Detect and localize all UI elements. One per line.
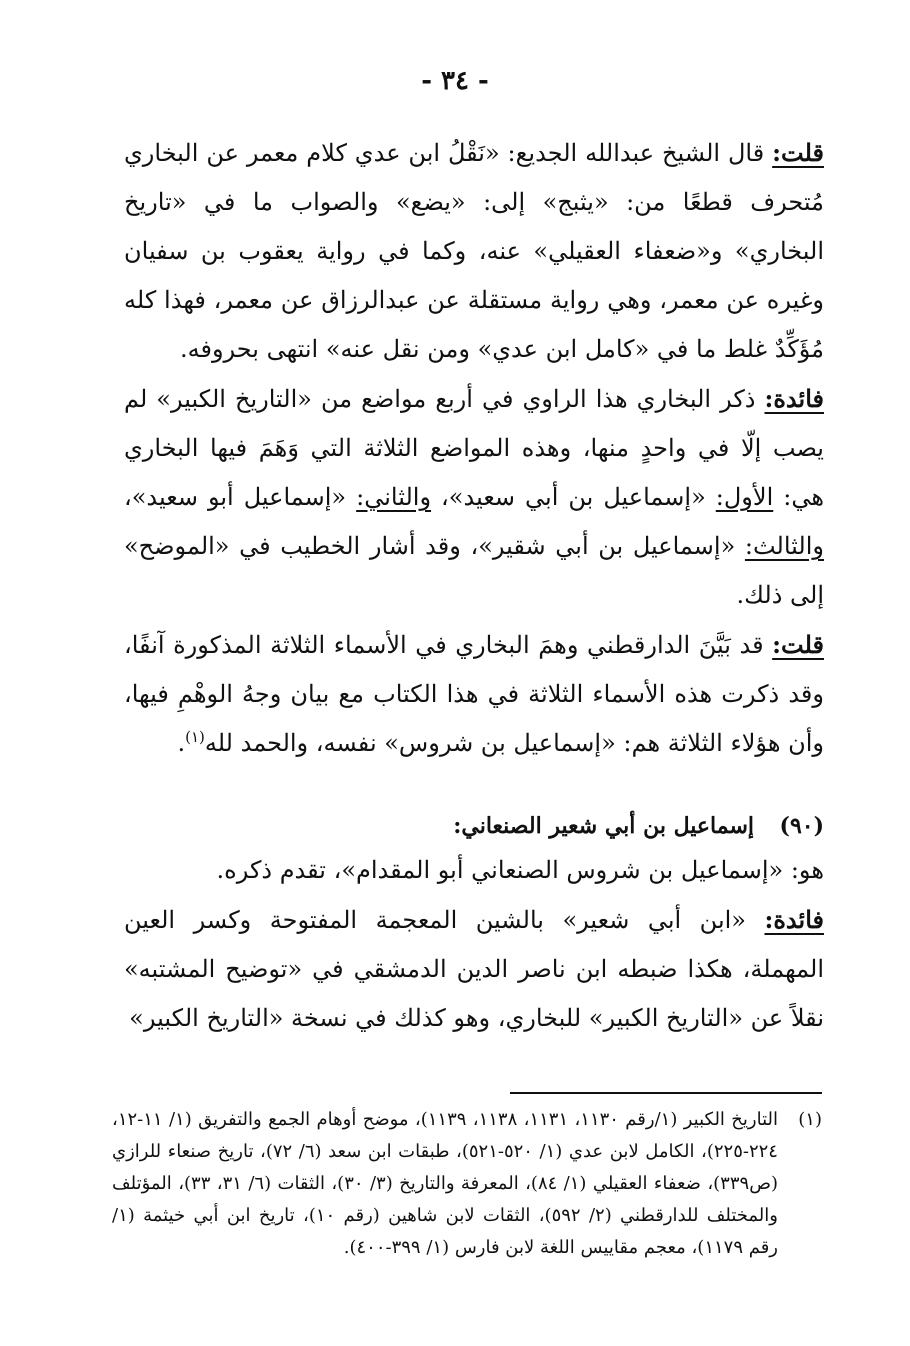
footnote-ref[interactable]: (١) bbox=[185, 728, 205, 746]
first-label: الأول: bbox=[715, 483, 774, 511]
entry-benefit bbox=[124, 895, 824, 1043]
paragraph-note-2 bbox=[124, 620, 824, 768]
lead-label: فائدة: bbox=[764, 905, 824, 934]
footnote-divider bbox=[510, 1092, 822, 1094]
entry-90 bbox=[124, 806, 824, 1043]
paragraph-text: «إسماعيل بن أبي شقير»، وقد أشار الخطيب في «الموضح» إلى ذلك. bbox=[124, 532, 824, 609]
paragraph-text: «إسماعيل أبو سعيد»، bbox=[124, 483, 357, 511]
footnote-number: (١) bbox=[798, 1109, 822, 1130]
lead-label: قلت: bbox=[772, 138, 824, 167]
entry-benefit-text: «ابن أبي شعير» بالشين المعجمة المفتوحة وكسر العين المهملة، هكذا ضبطه ابن ناصر الدين الدمشقي في «توضيح المشتبه» نقلاً عن «التاريخ الكبير» للبخاري، وهو كذلك في نسخة «التاريخ الكبير» bbox=[124, 906, 824, 1032]
paragraph-text: قد بَيَّنَ الدارقطني وهمَ البخاري في الأسماء الثلاثة المذكورة آنفًا، وقد ذكرت هذه الأسماء الثلاثة في هذا الكتاب مع بيان وجهُ الوهْمِ فيها، وأن هؤلاء الثلاثة هم: «إسماعيل بن شروس» نفسه، والحمد لله bbox=[124, 631, 824, 757]
main-text bbox=[124, 128, 824, 768]
entry-heading bbox=[124, 806, 824, 846]
entry-number: (٩٠) bbox=[779, 812, 824, 839]
entry-title: إسماعيل بن أبي شعير الصنعاني: bbox=[453, 812, 754, 839]
paragraph-benefit bbox=[124, 374, 824, 620]
footnote bbox=[112, 1104, 822, 1264]
page-number: - ٣٤ - bbox=[421, 66, 489, 96]
third-label: والثالث: bbox=[744, 532, 824, 560]
paragraph-text: ذكر البخاري هذا الراوي في أربع مواضع من «التاريخ الكبير» لم يصب إلّا في واحدٍ منها، وهذه المواضع الثلاثة التي وَهَمَ فيها البخاري هي: bbox=[124, 385, 824, 511]
second-label: والثاني: bbox=[356, 483, 432, 511]
paragraph-note-1 bbox=[124, 128, 824, 374]
paragraph-end: . bbox=[177, 729, 186, 757]
lead-label: فائدة: bbox=[764, 384, 824, 413]
footnote-text: التاريخ الكبير (١/رقم ١١٣٠، ١١٣١، ١١٣٨، ١١٣٩)، موضح أوهام الجمع والتفريق (١/ ١١-١٢، ٢٢٤-٢٢٥)، الكامل لابن عدي (١/ ٥٢٠-٥٢١)، طبقات ابن سعد (٦/ ٧٢)، تاريخ صنعاء للرازي (ص٣٣٩)، ضعفاء العقيلي (١/ ٨٤)، المعرفة والتاريخ (٣/ ٣٠)، الثقات (٦/ ٣١، ٣٣)، المؤتلف والمختلف للدارقطني (٢/ ٥٩٢)، الثقات لابن شاهين (رقم ١٠)، تاريخ ابن أبي خيثمة (١/ رقم ١١٧٩)، معجم مقاييس اللغة لابن فارس (١/ ٣٩٩-٤٠٠). bbox=[112, 1109, 779, 1258]
paragraph-text: «إسماعيل بن أبي سعيد»، bbox=[431, 483, 716, 511]
paragraph-text: قال الشيخ عبدالله الجديع: «نَقْلُ ابن عدي كلام معمر عن البخاري مُتحرف قطعًا من: «يثبج» إلى: «يضع» والصواب ما في «تاريخ البخاري» و«ضعفاء العقيلي» عنه، وكما في رواية يعقوب بن سفيان وغيره عن معمر، وهي رواية مستقلة عن عبدالرزاق عن معمر، فهذا كله مُؤَكِّدٌ غلط ما في «كامل ابن عدي» ومن نقل عنه» انتهى بحروفه. bbox=[124, 139, 825, 363]
entry-line-1: هو: «إسماعيل بن شروس الصنعاني أبو المقدام»، تقدم ذكره. bbox=[216, 856, 824, 884]
lead-label: قلت: bbox=[772, 630, 824, 659]
